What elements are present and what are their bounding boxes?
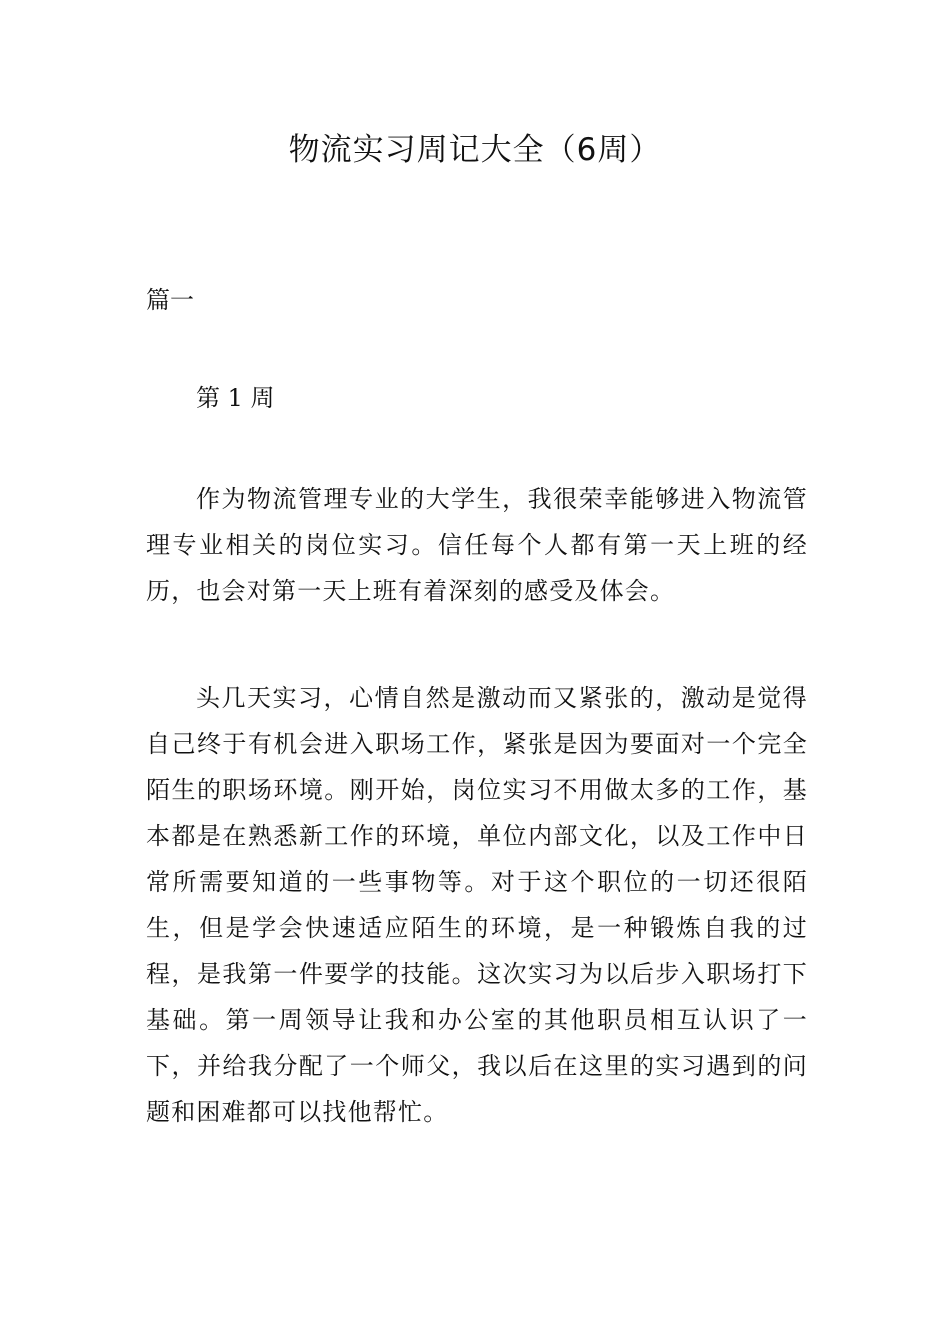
paragraph-first-day: 作为物流管理专业的大学生，我很荣幸能够进入物流管理专业相关的岗位实习。信任每个人都有第一天上班的经历，也会对第一天上班有着深刻的感受及体会。	[146, 485, 808, 605]
document-title: 物流实习周记大全（6周）	[288, 132, 662, 168]
paragraph-first-week: 头几天实习，心情自然是激动而又紧张的，激动是觉得自己终于有机会进入职场工作，紧张是因为要面对一个完全陌生的职场环境。刚开始，岗位实习不用做太多的工作，基本都是在熟悉新工作的环境，单位内部文化，以及工作中日常所需要知道的一些事物等。对于这个职位的一切还很陌生，但是学会快速适应陌生的环境，是一种锻炼自我的过程，是我第一件要学的技能。这次实习为以后步入职场打下基础。第一周领导让我和办公室的其他职员相互认识了一下，并给我分配了一个师父，我以后在这里的实习遇到的问题和困难都可以找他帮忙。	[146, 684, 808, 1126]
section-label: 篇一	[146, 286, 194, 314]
week-label: 第 1 周	[196, 384, 275, 412]
